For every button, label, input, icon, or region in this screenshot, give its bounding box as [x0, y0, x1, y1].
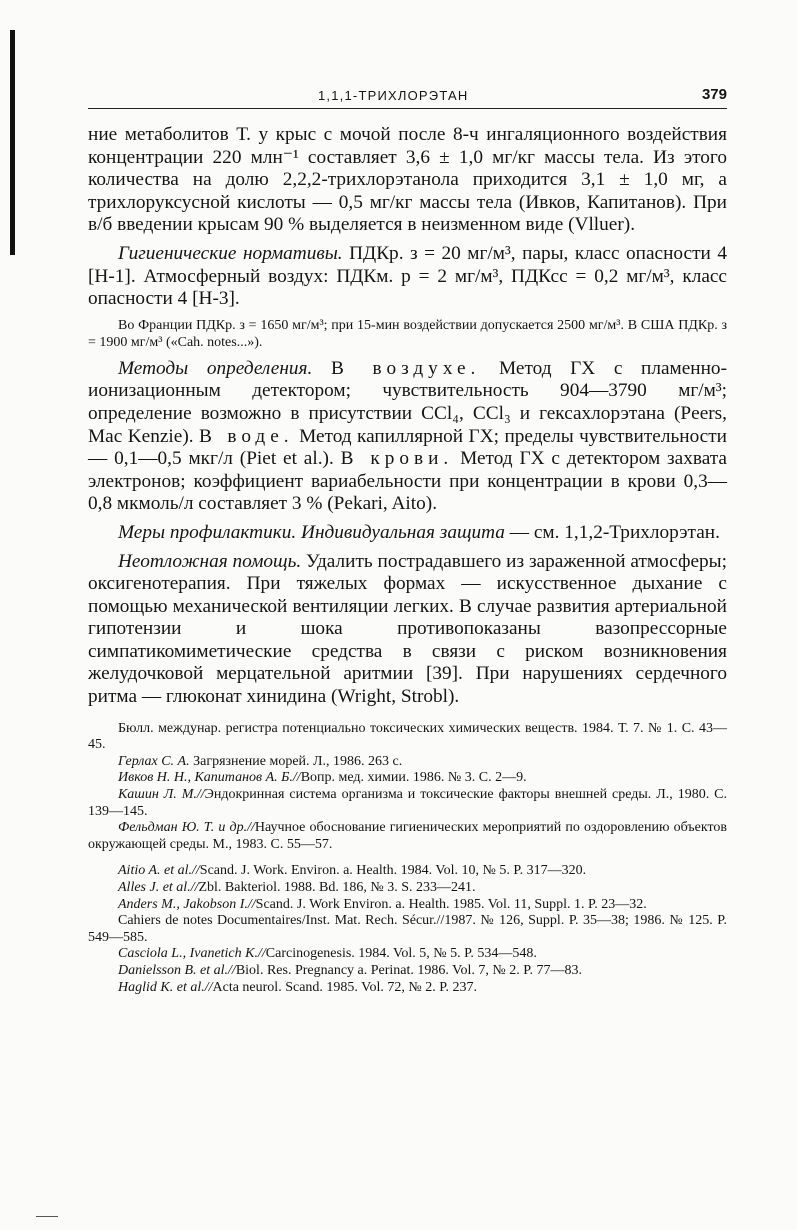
- reference-item: Aitio A. et al.//Scand. J. Work. Environ. a. Health. 1984. Vol. 10, № 5. P. 317—320.: [118, 863, 587, 879]
- page-number: 379: [701, 86, 727, 103]
- reference-item: Cahiers de notes Documentaires/Inst. Mat. Rech. Sécur.//1987. № 126, Suppl. P. 35—38; 1986. № 125. P. 549—585.: [88, 913, 727, 945]
- scan-artifact-line: [36, 1216, 58, 1217]
- references-russian: [88, 721, 727, 854]
- reference-item: Кашин Л. М.//Эндокринная система организма и токсические факторы внешней среды. Л., 1980. С. 139—145.: [88, 787, 727, 819]
- section-heading: Методы определения.: [118, 357, 313, 379]
- section-heading: Меры профилактики. Индивидуальная защита: [118, 521, 505, 543]
- note-foreign-limits: Во Франции ПДКр. з = 1650 мг/м³; при 15-мин воздействии допускается 2500 мг/м³. В США ПДКр. з = 1900 мг/м³ («Cah. notes...»).: [88, 317, 727, 351]
- paragraph-metabolites: ние метаболитов Т. у крыс с мочой после 8-ч ингаляционного воздействия концентрации 220 млн⁻¹ составляет 3,6 ± 1,0 мг/кг массы тела. Из этого количества на долю 2,2,2-трихлорэтанола приходится 3,1 ± 1,0 мг, а трихлоруксусной кислоты — 0,5 мг/кг массы тела (Ивков, Капитанов). При в/б введении крысам 90 % выделяется в неизменном виде (Vlluer).: [88, 124, 727, 236]
- section-heading: Гигиенические нормативы.: [118, 242, 343, 264]
- paragraph-methods: Методы определения. В воздухе. Метод ГХ с пламенно-ионизационным детектором; чувствительность 904—3790 мг/м³; определение возможно в присутствии CCl₄, CCl₃ и гексахлорэтана (Peers, Mac Kenzie). В воде. Метод капиллярной ГХ; пределы чувствительности — 0,1—0,5 мкг/л (Piet et al.). В крови. Метод ГХ с детектором захвата электронов; коэффициент вариабельности при концентрации в крови 0,3—0,8 мкмоль/л составляет 3 % (Pekari, Aito).: [88, 357, 727, 515]
- medium-air: В воздухе.: [331, 357, 481, 379]
- reference-item: Anders M., Jakobson I.//Scand. J. Work Environ. a. Health. 1985. Vol. 11, Suppl. 1. P. 23—32.: [118, 896, 647, 912]
- medium-water: В воде.: [199, 425, 294, 447]
- paragraph-hygiene-norms: Гигиенические нормативы. ПДКр. з = 20 мг/м³, пары, класс опасности 4 [Н-1]. Атмосферный воздух: ПДКм. р = 2 мг/м³, ПДКсс = 0,2 мг/м³, класс опасности 4 [Н-3].: [88, 242, 728, 310]
- reference-item: Герлах С. А. Загрязнение морей. Л., 1986. 263 с.: [118, 753, 403, 769]
- running-head: 1,1,1-ТРИХЛОРЭТАН: [318, 88, 469, 103]
- medium-blood: В крови.: [340, 448, 454, 470]
- reference-item: Бюлл. междунар. регистра потенциально токсических химических веществ. 1984. Т. 7. № 1. С. 43—45.: [88, 720, 727, 753]
- header-rule: [88, 108, 727, 109]
- scan-margin-bar: [10, 30, 15, 255]
- reference-item: Haglid K. et al.//Acta neurol. Scand. 1985. Vol. 72, № 2. P. 237.: [118, 979, 477, 995]
- reference-item: Danielsson B. et al.//Biol. Res. Pregnancy a. Perinat. 1986. Vol. 7, № 2. P. 77—83.: [118, 962, 582, 978]
- page-body: [88, 124, 727, 996]
- reference-item: Casciola L., Ivanetich K.//Carcinogenesis. 1984. Vol. 5, № 5. P. 534—548.: [118, 946, 537, 962]
- reference-item: Фельдман Ю. Т. и др.//Научное обоснование гигиенических мероприятий по оздоровлению объектов окружающей среды. М., 1983. С. 55—57.: [88, 820, 727, 852]
- reference-item: Alles J. et al.//Zbl. Bakteriol. 1988. Bd. 186, № 3. S. 233—241.: [118, 880, 476, 895]
- section-heading: Неотложная помощь.: [118, 550, 302, 572]
- reference-item: Ивков Н. Н., Капитанов А. Б.//Вопр. мед. химии. 1986. № 3. С. 2—9.: [118, 770, 527, 786]
- paragraph-prevention: Меры профилактики. Индивидуальная защита — см. 1,1,2-Трихлорэтан.: [118, 521, 720, 543]
- references-latin: [88, 863, 727, 996]
- page-header: [88, 86, 727, 108]
- paragraph-first-aid: Неотложная помощь. Удалить пострадавшего из зараженной атмосферы; оксигенотерапия. При тяжелых формах — искусственное дыхание с помощью механической вентиляции легких. В случае развития артериальной гипотензии и шока противопоказаны вазопрессорные симпатикомиметические средства в связи с риском возникновения желудочковой мерцательной аритмии [39]. При нарушениях сердечного ритма — глюконат хинидина (Wright, Strobl).: [88, 550, 727, 708]
